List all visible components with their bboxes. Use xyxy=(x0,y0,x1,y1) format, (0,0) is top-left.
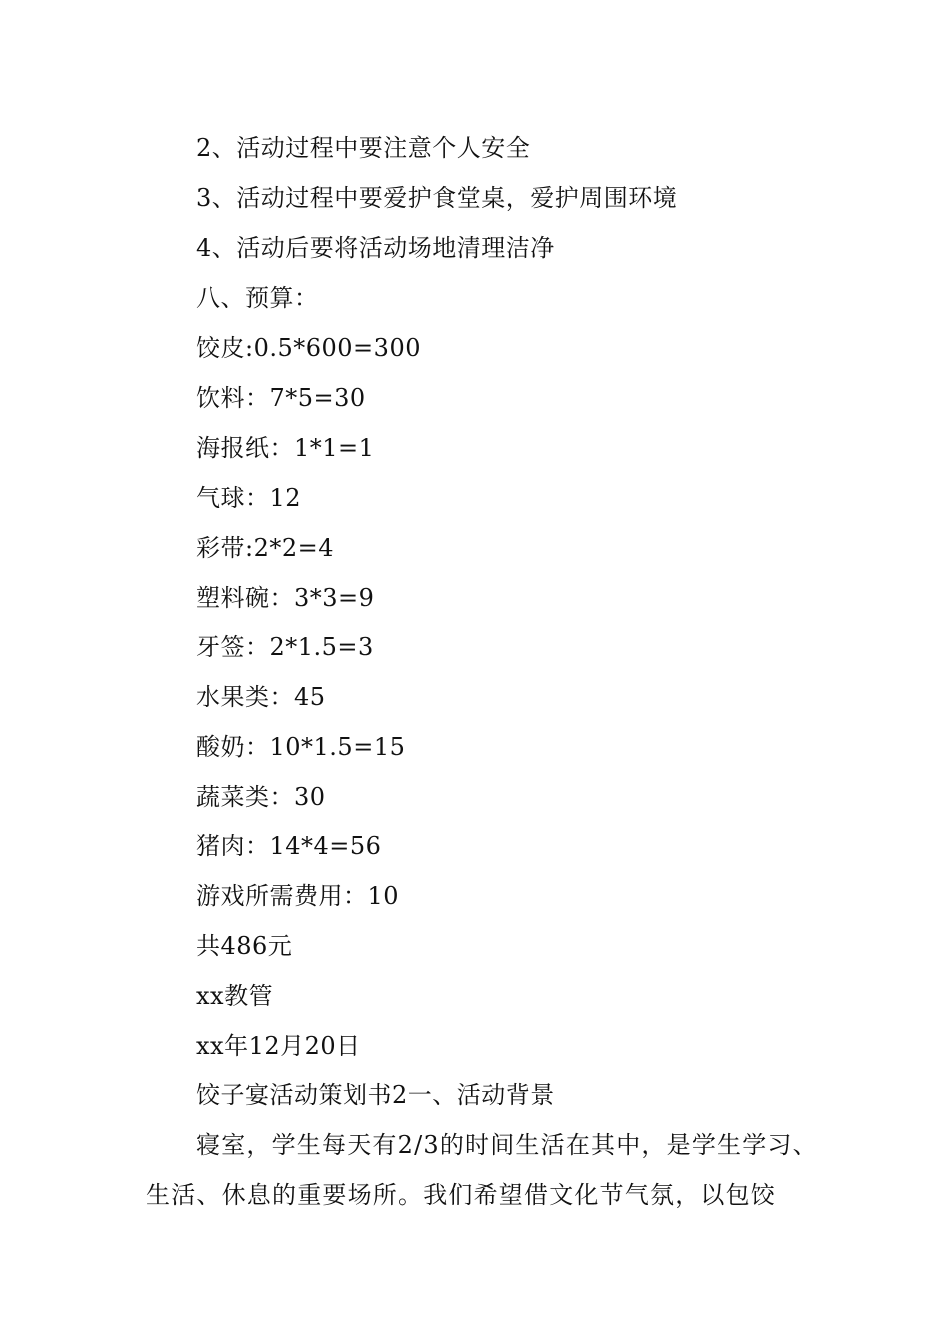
budget-item: 游戏所需费用：10 xyxy=(196,882,400,910)
rule-line: 2、活动过程中要注意个人安全 xyxy=(196,134,531,162)
budget-item: 饺皮:0.5*600=300 xyxy=(196,334,421,362)
signature-org: xx教管 xyxy=(196,982,274,1010)
budget-item: 牙签：2*1.5=3 xyxy=(196,633,374,661)
budget-item: 酸奶：10*1.5=15 xyxy=(196,733,406,761)
budget-item: 海报纸：1*1=1 xyxy=(196,434,375,462)
budget-item: 彩带:2*2=4 xyxy=(196,534,335,562)
budget-item: 猪肉：14*4=56 xyxy=(196,832,382,860)
signature-date: xx年12月20日 xyxy=(196,1032,361,1060)
rule-line: 4、活动后要将活动场地清理洁净 xyxy=(196,234,555,262)
paragraph-line: 生活、休息的重要场所。我们希望借文化节气氛，以包饺 xyxy=(146,1181,776,1209)
budget-item: 蔬菜类：30 xyxy=(196,783,326,811)
section-title: 饺子宴活动策划书2一、活动背景 xyxy=(196,1081,555,1109)
budget-item: 气球：12 xyxy=(196,484,302,512)
budget-item: 塑料碗：3*3=9 xyxy=(196,584,375,612)
rule-line: 3、活动过程中要爱护食堂桌，爱护周围环境 xyxy=(196,184,678,212)
budget-item: 饮料：7*5=30 xyxy=(196,384,366,412)
paragraph-line: 寝室，学生每天有2/3的时间生活在其中，是学生学习、 xyxy=(196,1131,818,1159)
budget-total: 共486元 xyxy=(196,932,293,960)
budget-heading: 八、预算： xyxy=(196,284,319,312)
budget-item: 水果类：45 xyxy=(196,683,326,711)
